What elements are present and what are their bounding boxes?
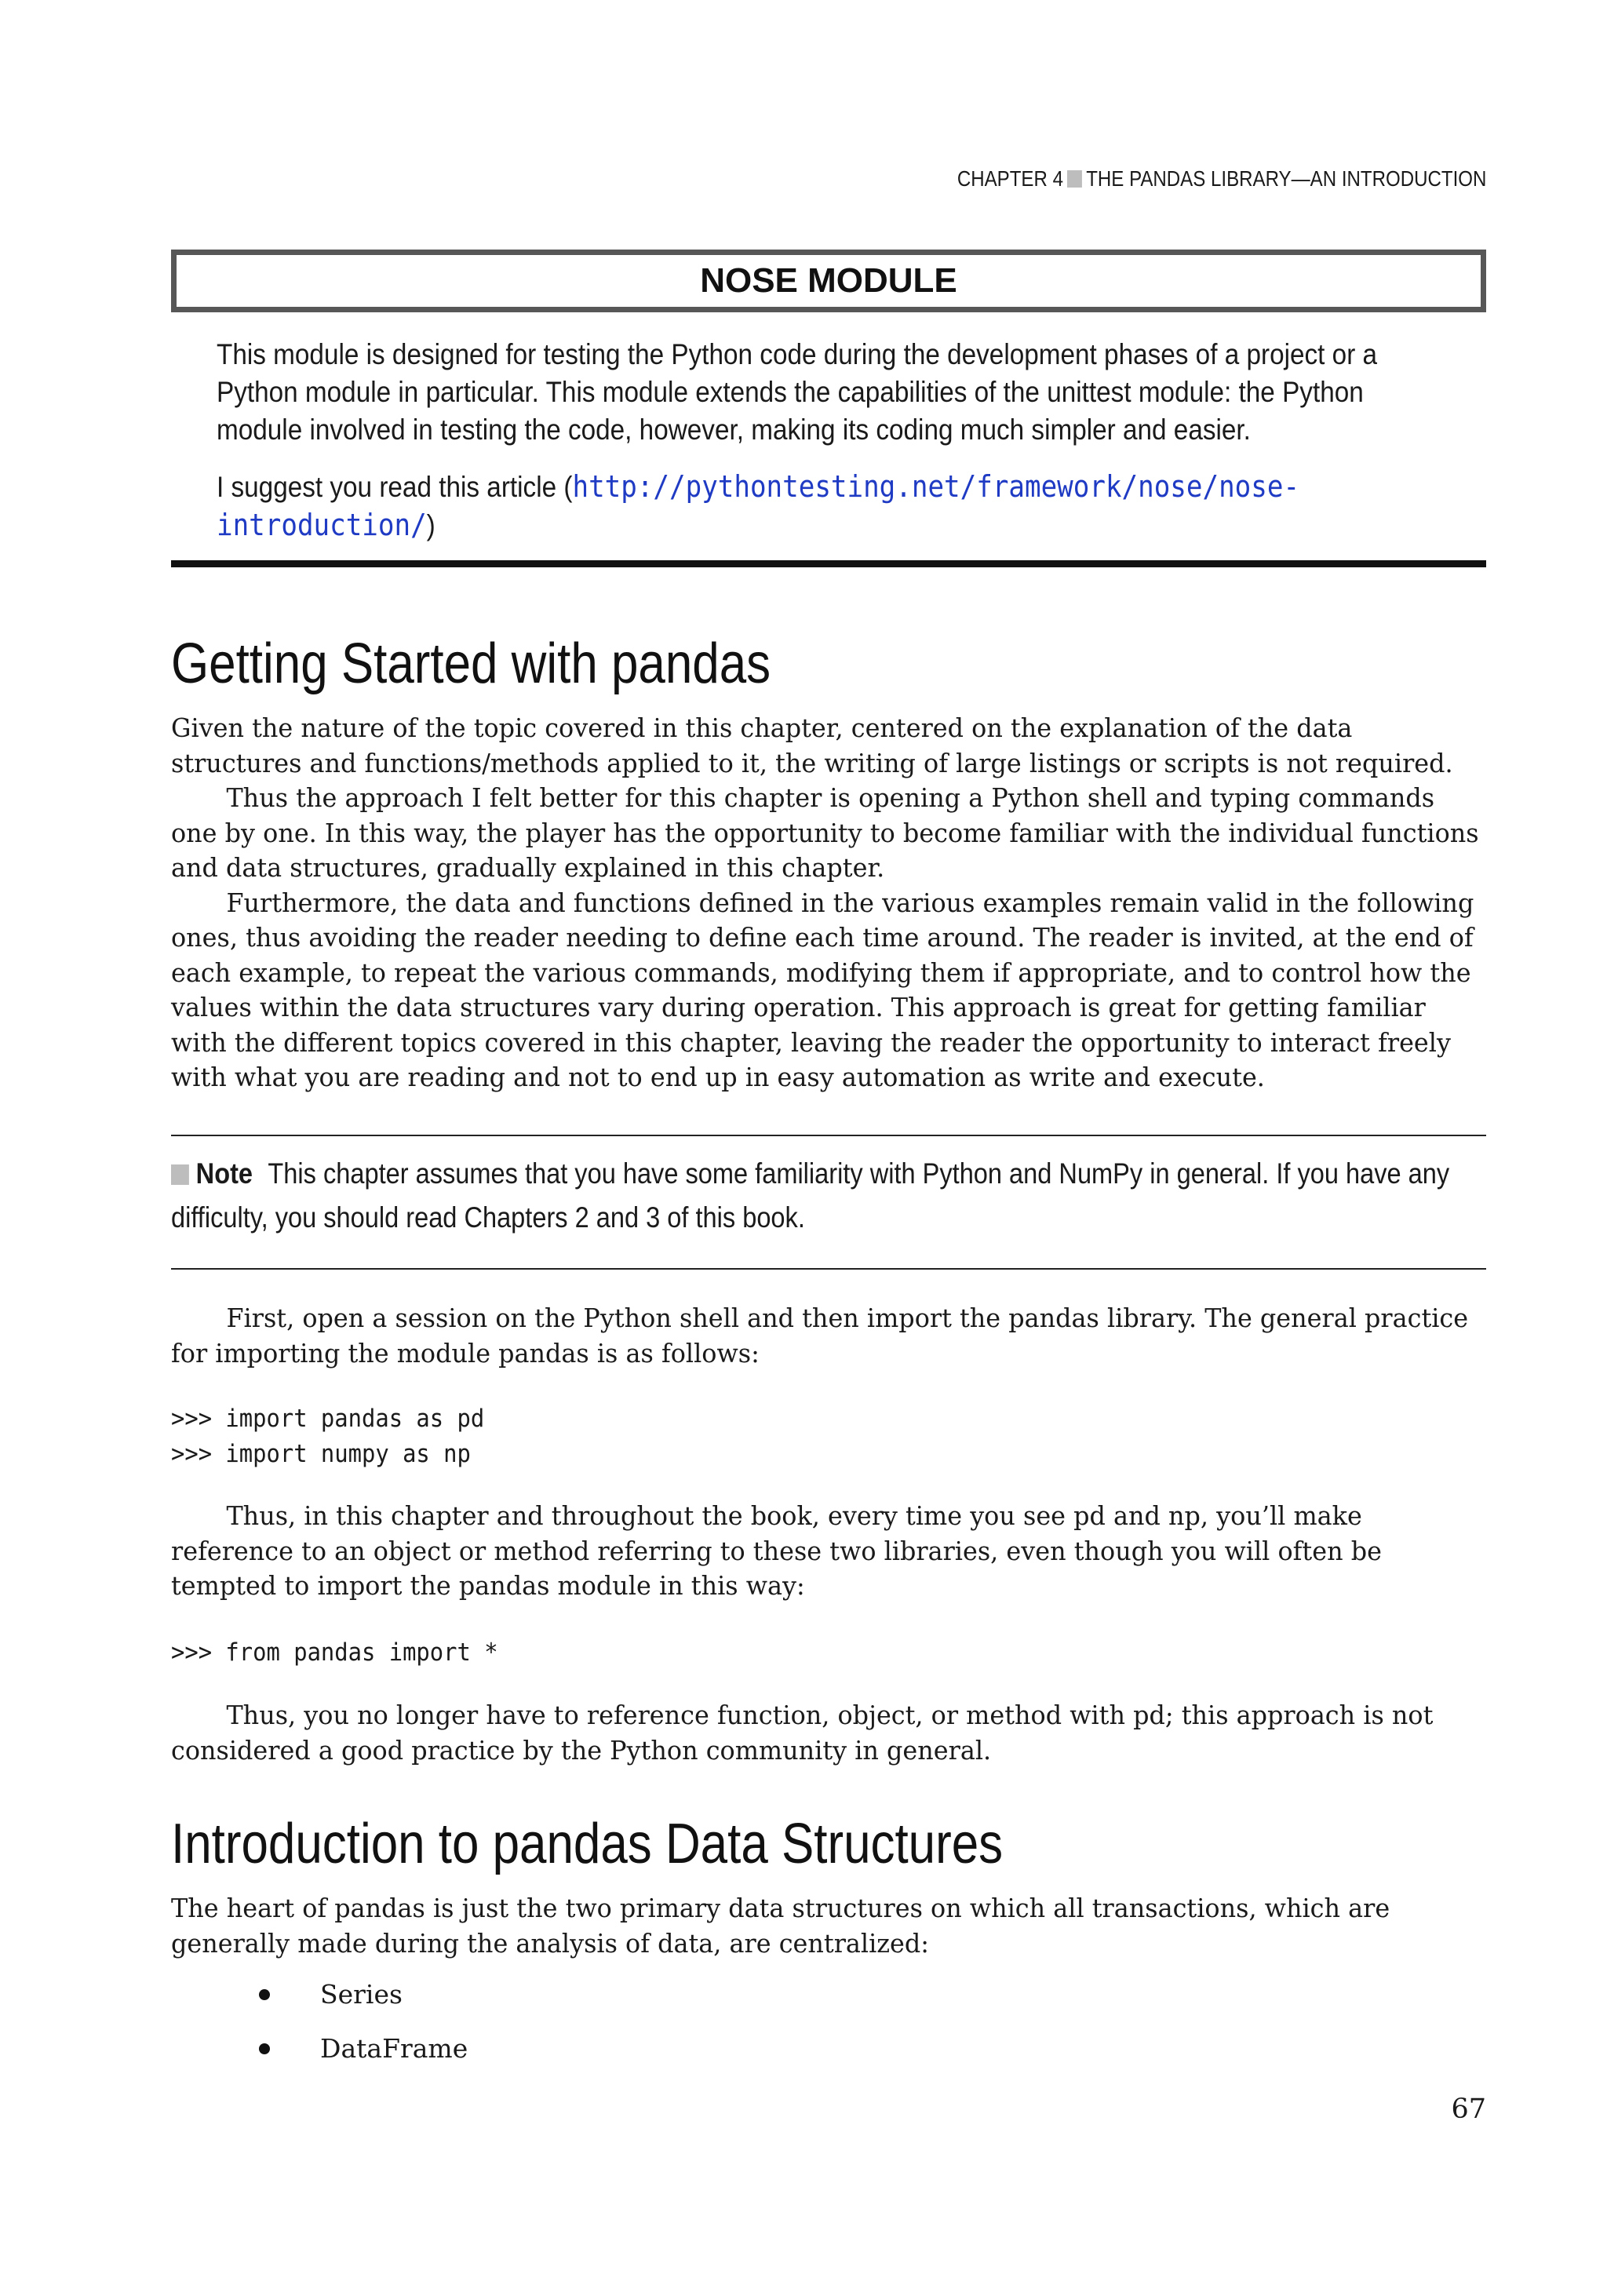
code-block-from-import: >>> from pandas import * [171,1638,498,1667]
sidebar-title: NOSE MODULE [171,250,1486,312]
square-bullet-icon [1067,170,1082,188]
sidebar-bottom-rule [171,560,1486,567]
section1-body-continued-3 [171,1698,1440,1768]
article-link[interactable]: http://pythontesting.net/framework/nose/nose-introduction/ [217,469,1300,542]
code-block-import: >>> import pandas as pd >>> import numpy as np [171,1405,485,1468]
section-heading-data-structures: Introduction to pandas Data Structures [171,1813,1004,1875]
sidebar-body [217,336,1456,563]
section1-body-continued [171,1301,1469,1371]
section-heading-getting-started: Getting Started with pandas [171,632,771,695]
sidebar-link-prefix: I suggest you read this article ( [217,471,573,503]
running-header-title: THE PANDAS LIBRARY—AN INTRODUCTION [1085,166,1486,191]
paragraph: The heart of pandas is just the two primary data structures on which all transactions, which are generally made during the analysis of data, are centralized: [171,1893,1390,1959]
paragraph: Thus the approach I felt better for this chapter is opening a Python shell and typing commands one by one. In this way, the player has the opportunity to become familiar with the individual functions and data structures, gradually explained in this chapter. [171,782,1479,883]
list-item: Series [259,1977,468,2032]
nose-module-sidebar [171,250,1486,574]
note-square-icon [171,1164,189,1185]
sidebar-link-suffix: ) [426,509,435,541]
note-label: Note [195,1157,253,1190]
book-page [171,0,1486,2296]
section2-body [171,1891,1440,1961]
running-header [957,166,1486,191]
paragraph: Furthermore, the data and functions defined in the various examples remain valid in the following ones, thus avoiding the reader needing to define each time around. The reader is invited, at the end of each example, to repeat the various commands, modifying them if appropriate, and to control how the values within the data structures vary during operation. This approach is great for getting familiar with the different topics covered in this chapter, leaving the reader the opportunity to interact freely with what you are reading and not to end up in easy automation as write and execute. [171,887,1474,1092]
bullet-list [259,1977,468,2086]
paragraph: Given the nature of the topic covered in this chapter, centered on the explanation of the data structures and functions/methods applied to it, the writing of large listings or scripts is not required. [171,712,1453,778]
note-bottom-rule [171,1268,1486,1270]
paragraph: Thus, you no longer have to reference function, object, or method with pd; this approach is not considered a good practice by the Python community in general. [171,1700,1434,1766]
note-block [171,1152,1486,1240]
running-header-chapter: CHAPTER 4 [957,166,1063,191]
paragraph: Thus, in this chapter and throughout the book, every time you see pd and np, you’ll make reference to an object or method referring to these two libraries, even though you will often be tempted to import the pandas module in this way: [171,1500,1382,1601]
list-item: DataFrame [259,2032,468,2086]
note-body: This chapter assumes that you have some familiarity with Python and NumPy in general. If you have any difficulty, you should read Chapters 2 and 3 of this book. [171,1157,1450,1234]
sidebar-paragraph: This module is designed for testing the Python code during the development phases of a project or a Python module in particular. This module extends the capabilities of the unittest module: the Python module involved in testing the code, however, making its coding much simpler and easier. [217,338,1378,446]
section1-body [171,711,1479,1095]
paragraph: First, open a session on the Python shell and then import the pandas library. The general practice for importing the module pandas is as follows: [171,1303,1469,1368]
page-number: 67 [1451,2094,1486,2125]
section1-body-continued-2 [171,1499,1440,1604]
note-text [171,1152,1490,1240]
sidebar-paragraph-link [217,468,1455,545]
note-top-rule [171,1135,1486,1136]
